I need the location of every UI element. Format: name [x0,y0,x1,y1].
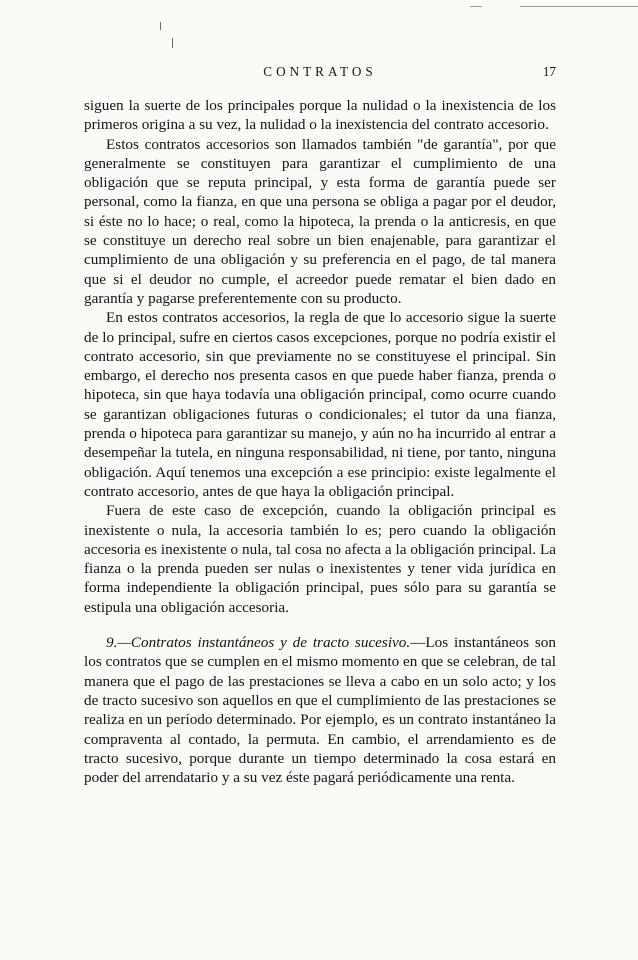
section-title: 9.—Contratos instantáneos y de tracto sucesivo. [106,634,411,652]
scan-speck [172,38,173,48]
section-text: —Los instantáneos son los contratos que se cumplen en el mismo momento en que se celebran, de tal manera que el pago de las prestaciones se lleva a cabo en un solo acto; y los de tracto sucesivo son aquellos en que el cumplimiento de las prestaciones se realiza en un período determinado. Por ejemplo, es un contrato instantáneo la compraventa al contado, la permuta. En cambio, el arrendamiento es de tracto sucesivo, porque durante un tiempo determinado la cosa estará en poder del arrendatario y a su vez éste pagará periódicamente una renta. [84,634,556,787]
scan-speck [160,22,161,30]
paragraph-2: Estos contratos accesorios son llamados también "de garantía", por que generalmente se constituyen para garantizar el cumplimiento de una obligación que se reputa principal, y esta forma de garantía puede ser personal, como la fianza, en que una persona se obliga a pagar por el deudor, si éste no lo hace; o real, como la hipoteca, la prenda o la anticresis, en que se constituye un derecho real sobre un bien enajenable, para garantizar el cumplimiento de una obligación y su preferencia en el pago, de tal manera que si el deudor no cumple, el acreedor puede rematar el bien dado en garantía y pagarse preferentemente con su producto. [84,135,556,307]
scan-edge-line [520,6,638,7]
page-number: 17 [542,64,556,79]
scan-edge-line [470,6,482,7]
section-9-paragraph [84,633,556,787]
body-text [84,96,556,787]
page-header [84,62,556,82]
paragraph-3: En estos contratos accesorios, la regla de que lo accesorio sigue la suerte de lo principal, sufre en ciertos casos excepciones, porque no podría existir el contrato accesorio, sin que previamente no se constituyese el principal. Sin embargo, el derecho nos presenta casos en que puede haber fianza, prenda o hipoteca, sin que haya todavía una obligación principal, como ocurre cuando se garantizan obligaciones futuras o condicionales; el tutor da una fianza, prenda o hipoteca para garantizar su manejo, y aún no ha incurrido al entrar a desempeñar la tutela, en ninguna responsabilidad, ni tiene, por tanto, ninguna obligación. Aquí tenemos una excepción a ese principio: existe legalmente el contrato accesorio, antes de que haya la obligación principal. [84,309,556,500]
running-title: CONTRATOS [263,64,377,79]
paragraph-1: siguen la suerte de los principales porque la nulidad o la inexistencia de los primeros origina a su vez, la nulidad o la inexistencia del contrato accesorio. [84,97,556,134]
paragraph-4: Fuera de este caso de excepción, cuando la obligación principal es inexistente o nula, la accesoria también lo es; pero cuando la obligación accesoria es inexistente o nula, tal cosa no afecta a la obligación principal. La fianza o la prenda pueden ser nulas o inexistentes y tener vida jurídica en forma independiente la obligación principal, pues sólo para su garantía se estipula una obligación accesoria. [84,502,556,616]
